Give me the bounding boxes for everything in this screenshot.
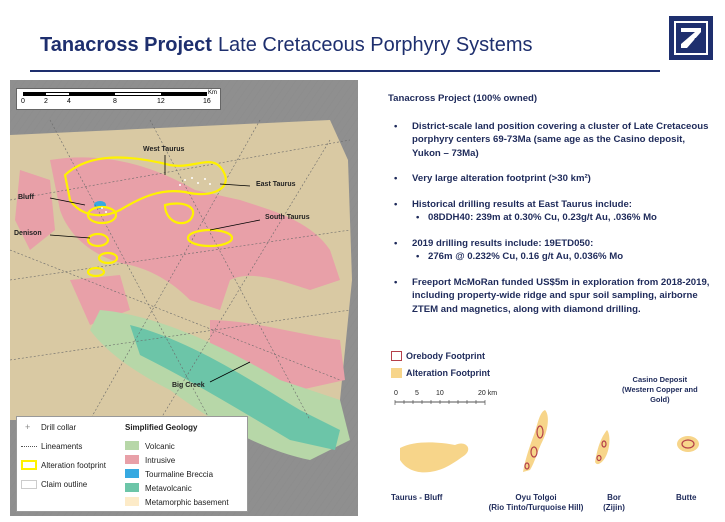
project-summary [388,92,710,328]
bullet-2019-drilling: • 2019 drilling results include: 19ETD050: • 276m @ 0.232% Cu, 0.16 g/t Au, 0.036% Mo [388,237,710,264]
deposit-footprint-comparison [385,400,715,500]
summary-heading: Tanacross Project (100% owned) [388,93,538,104]
volcanic-swatch [125,441,139,450]
claim-outline-symbol-icon [21,480,37,489]
label-big-creek: Big Creek [172,382,205,389]
drill-collar-symbol-icon: + [25,422,31,432]
label-bluff: Bluff [18,194,34,201]
alteration-comp-label: Alteration Footprint [406,368,490,378]
bullet-alteration: • Very large alteration footprint (>30 km²) [394,173,591,184]
casino-deposit-label: Casino Deposit (Western Copper and Gold) [622,375,698,404]
taurus-bluff-footprint [400,442,468,472]
alteration-symbol-icon [21,460,37,470]
metavolcanic-swatch [125,483,139,492]
map-legend: + Drill collar Lineaments Alteration footprint Claim outline Simplified Geology Volcanic Intrusive Tourmaline Breccia Metavolcanic Metamorphic basement [16,416,248,512]
tourmaline-swatch [125,469,139,478]
label-east-taurus: East Taurus [256,181,296,188]
alteration-comp-swatch [391,368,402,378]
bor-label: Bor (Zijin) [603,493,625,512]
label-south-taurus: South Taurus [265,214,310,221]
butte-label: Butte [676,493,697,502]
map-scale-bar: 0 2 4 8 12 16 Km [16,88,221,110]
lineament-symbol-icon [21,446,37,447]
sub-bullet-historical: • 08DDH40: 239m at 0.30% Cu, 0.23g/t Au, .036% Mo [416,212,657,223]
butte-footprint [677,436,699,452]
page-title-rest: Late Cretaceous Porphyry Systems [217,34,533,56]
geology-map [10,80,358,516]
sub-bullet-2019: • 276m @ 0.232% Cu, 0.16 g/t Au, 0.036% Mo [416,251,624,262]
label-denison: Denison [14,230,42,237]
orebody-label: Orebody Footprint [406,351,485,361]
bullet-historical-drilling: • Historical drilling results at East Taurus include: • 08DDH40: 239m at 0.30% Cu, 0.23g/t Au, .036% Mo [388,198,710,225]
z-monogram-logo-icon [669,16,713,60]
oyu-tolgoi-footprint [523,410,548,472]
bor-footprint [595,430,609,464]
title-divider [30,70,660,72]
oyu-tolgoi-label: Oyu Tolgoi (Rio Tinto/Turquoise Hill) [488,493,584,512]
label-west-taurus: West Taurus [143,146,185,153]
page-title-bold: Tanacross Project [40,34,212,56]
metamorphic-swatch [125,497,139,506]
page-title [40,34,533,57]
taurus-bluff-label: Taurus - Bluff [391,493,443,502]
bullet-freeport: • Freeport McMoRan funded US$5m in exploration from 2018-2019, including property-wide ridge and spur soil sampling, airborne ZTEM and magnetics, along with diamond drilling. [394,276,710,315]
intrusive-swatch [125,455,139,464]
orebody-swatch [391,351,402,361]
bullet-land-position: • District-scale land position covering a cluster of Late Cretaceous porphyry centers 69-73Ma (same age as the Casino deposit, Yukon – 73Ma) [394,120,709,159]
